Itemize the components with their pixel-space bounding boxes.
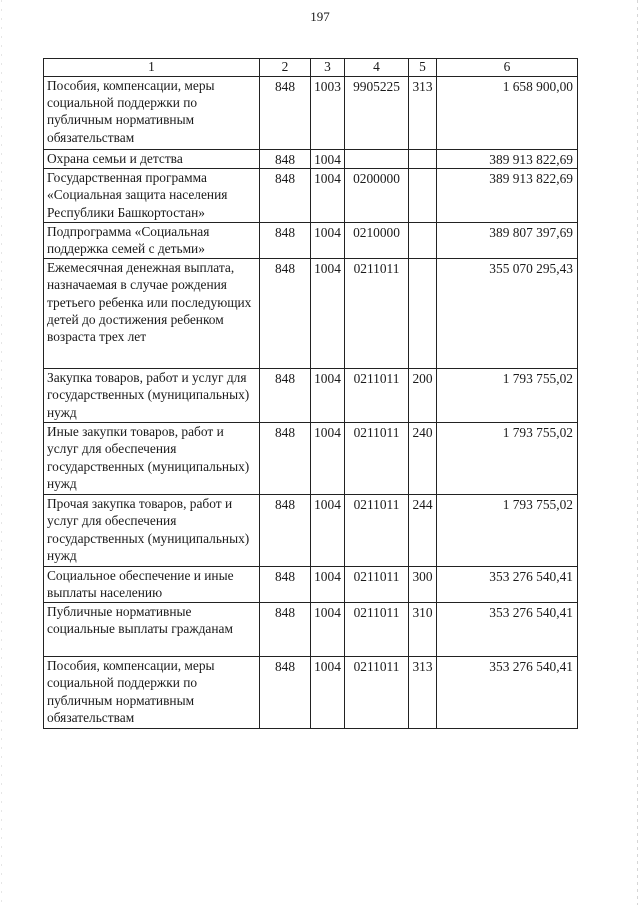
row-target-cell: 9905225 xyxy=(345,77,409,150)
row-expense-type-cell xyxy=(409,169,437,223)
row-expense-type-cell xyxy=(409,150,437,169)
row-section-cell: 1004 xyxy=(311,223,345,259)
row-name-cell: Закупка товаров, работ и услуг для государственных (муниципальных) нужд xyxy=(44,369,260,423)
row-amount-cell: 353 276 540,41 xyxy=(437,657,578,729)
row-code-cell: 848 xyxy=(260,369,311,423)
row-name-cell: Подпрограмма «Социальная поддержка семей с детьми» xyxy=(44,223,260,259)
row-code-cell: 848 xyxy=(260,603,311,657)
table-row xyxy=(44,423,578,495)
row-code-cell: 848 xyxy=(260,423,311,495)
row-section-cell: 1004 xyxy=(311,423,345,495)
table-header-row xyxy=(44,59,578,77)
row-expense-type-cell: 310 xyxy=(409,603,437,657)
row-name-cell: Ежемесячная денежная выплата, назначаемая в случае рождения третьего ребенка или последующих детей до достижения ребенком возраста трех лет xyxy=(44,259,260,369)
row-code-cell: 848 xyxy=(260,495,311,567)
table-row xyxy=(44,150,578,169)
row-name-cell: Публичные нормативные социальные выплаты гражданам xyxy=(44,603,260,657)
column-header: 5 xyxy=(409,59,437,77)
row-amount-cell: 1 793 755,02 xyxy=(437,495,578,567)
row-code-cell: 848 xyxy=(260,259,311,369)
row-amount-cell: 389 913 822,69 xyxy=(437,169,578,223)
row-name-cell: Пособия, компенсации, меры социальной поддержки по публичным нормативным обязательствам xyxy=(44,77,260,150)
row-name-cell: Иные закупки товаров, работ и услуг для обеспечения государственных (муниципальных) нужд xyxy=(44,423,260,495)
row-expense-type-cell: 300 xyxy=(409,567,437,603)
row-amount-cell: 389 807 397,69 xyxy=(437,223,578,259)
row-amount-cell: 353 276 540,41 xyxy=(437,603,578,657)
table-body xyxy=(44,77,578,729)
row-target-cell: 0211011 xyxy=(345,259,409,369)
table-row xyxy=(44,495,578,567)
table-row xyxy=(44,603,578,657)
column-header: 6 xyxy=(437,59,578,77)
row-target-cell: 0211011 xyxy=(345,657,409,729)
row-code-cell: 848 xyxy=(260,169,311,223)
row-expense-type-cell xyxy=(409,259,437,369)
row-section-cell: 1004 xyxy=(311,567,345,603)
row-section-cell: 1004 xyxy=(311,495,345,567)
row-target-cell xyxy=(345,150,409,169)
row-expense-type-cell: 240 xyxy=(409,423,437,495)
row-target-cell: 0211011 xyxy=(345,423,409,495)
budget-table xyxy=(43,58,578,729)
row-section-cell: 1004 xyxy=(311,150,345,169)
row-section-cell: 1004 xyxy=(311,259,345,369)
row-expense-type-cell: 313 xyxy=(409,77,437,150)
row-section-cell: 1003 xyxy=(311,77,345,150)
row-code-cell: 848 xyxy=(260,77,311,150)
row-section-cell: 1004 xyxy=(311,369,345,423)
page-number: 197 xyxy=(310,9,330,24)
column-header: 2 xyxy=(260,59,311,77)
row-target-cell: 0211011 xyxy=(345,567,409,603)
row-amount-cell: 389 913 822,69 xyxy=(437,150,578,169)
table-row xyxy=(44,223,578,259)
row-amount-cell: 1 658 900,00 xyxy=(437,77,578,150)
row-code-cell: 848 xyxy=(260,657,311,729)
row-name-cell: Пособия, компенсации, меры социальной поддержки по публичным нормативным обязательствам xyxy=(44,657,260,729)
row-amount-cell: 355 070 295,43 xyxy=(437,259,578,369)
row-expense-type-cell: 244 xyxy=(409,495,437,567)
row-code-cell: 848 xyxy=(260,567,311,603)
row-target-cell: 0211011 xyxy=(345,495,409,567)
row-section-cell: 1004 xyxy=(311,657,345,729)
row-section-cell: 1004 xyxy=(311,169,345,223)
row-name-cell: Государственная программа «Социальная защита населения Республики Башкортостан» xyxy=(44,169,260,223)
row-target-cell: 0210000 xyxy=(345,223,409,259)
scan-edge-left xyxy=(1,0,2,905)
row-target-cell: 0211011 xyxy=(345,369,409,423)
row-target-cell: 0211011 xyxy=(345,603,409,657)
scan-edge-right xyxy=(637,0,638,905)
table-row xyxy=(44,169,578,223)
row-expense-type-cell: 200 xyxy=(409,369,437,423)
table-row xyxy=(44,369,578,423)
row-name-cell: Охрана семьи и детства xyxy=(44,150,260,169)
row-code-cell: 848 xyxy=(260,223,311,259)
row-expense-type-cell: 313 xyxy=(409,657,437,729)
column-header: 3 xyxy=(311,59,345,77)
table-row xyxy=(44,567,578,603)
row-target-cell: 0200000 xyxy=(345,169,409,223)
column-header: 4 xyxy=(345,59,409,77)
row-expense-type-cell xyxy=(409,223,437,259)
table-row xyxy=(44,657,578,729)
table-row xyxy=(44,259,578,369)
row-name-cell: Социальное обеспечение и иные выплаты населению xyxy=(44,567,260,603)
row-amount-cell: 1 793 755,02 xyxy=(437,369,578,423)
table-row xyxy=(44,77,578,150)
row-amount-cell: 1 793 755,02 xyxy=(437,423,578,495)
row-amount-cell: 353 276 540,41 xyxy=(437,567,578,603)
row-name-cell: Прочая закупка товаров, работ и услуг для обеспечения государственных (муниципальных) нужд xyxy=(44,495,260,567)
row-code-cell: 848 xyxy=(260,150,311,169)
column-header: 1 xyxy=(44,59,260,77)
row-section-cell: 1004 xyxy=(311,603,345,657)
